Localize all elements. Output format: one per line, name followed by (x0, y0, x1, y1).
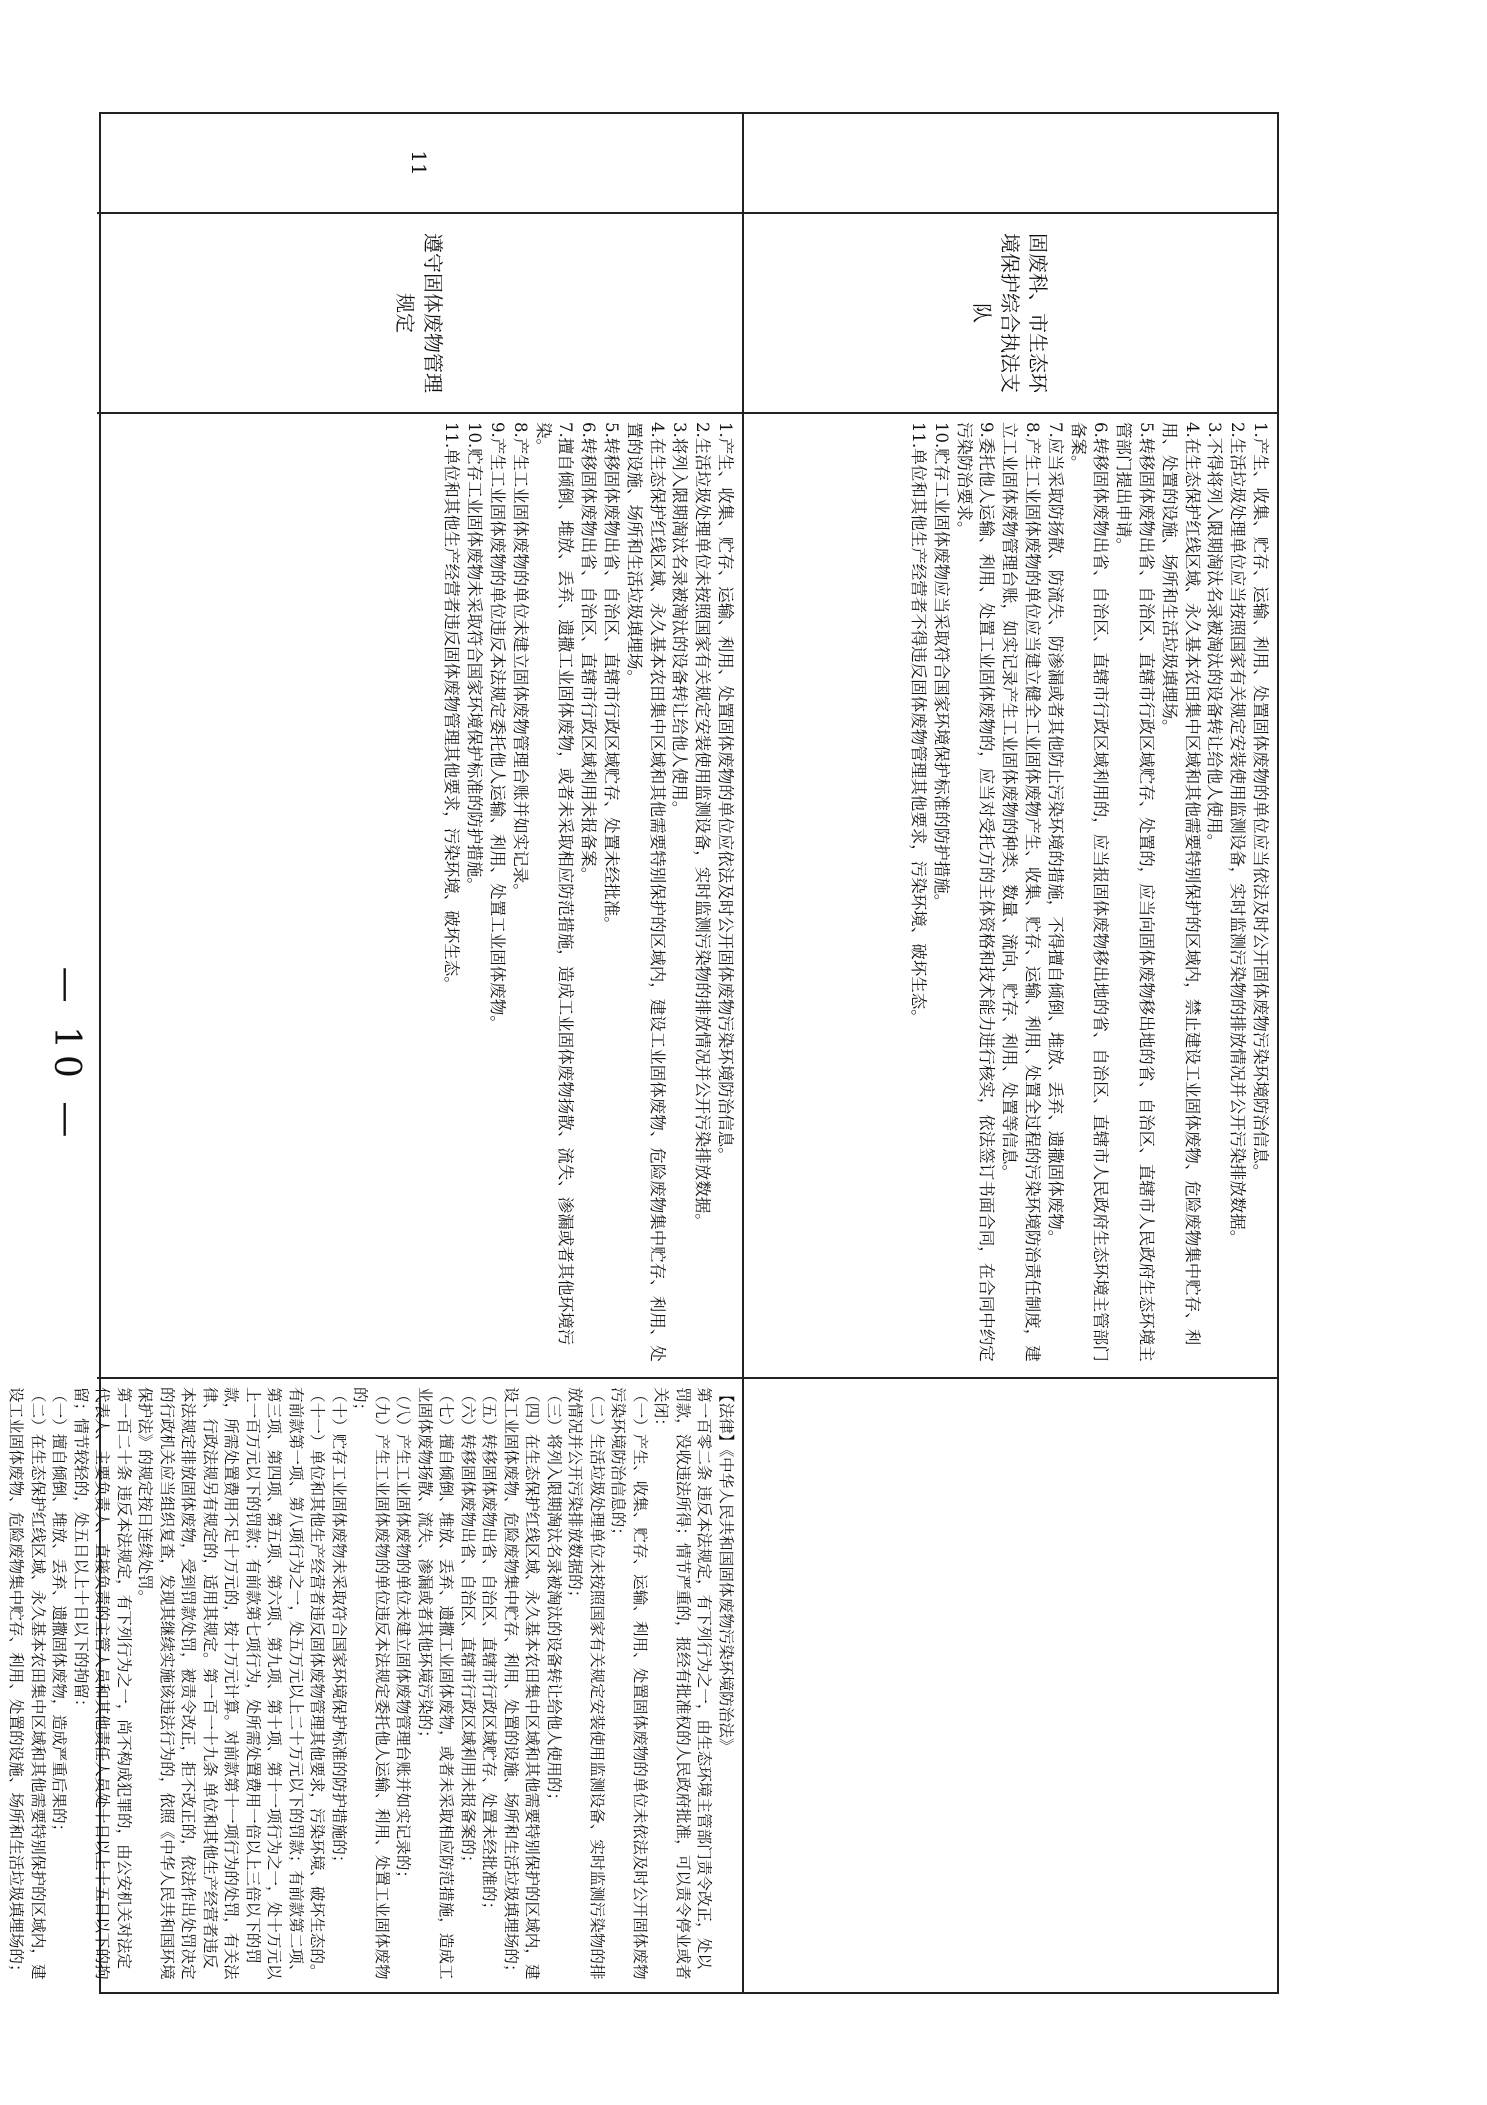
seq-cell (97, 114, 742, 214)
prev-obligations-text: 1.产生、收集、贮存、运输、利用、处置固体废物的单位应当依法及时公开固体废物污染环境防治信息。 2.生活垃圾处理单位应当按照国家有关规定安装使用监测设备，实时监测污染物的排放情况并公开污染排放数据。 3.不得将列入限期淘汰名录被淘汰的设备转让给他人使用。 4.在生态保护红线区域、永久基本农田集中区域和其他需要特别保护的区域内，禁止建设工业固体废物、危险废物集中贮存、利用、处置的设施、场所和生活垃圾填埋场。 5.转移固体废物出省、自治区、直辖市行政区域贮存、处置的，应当向固体废物移出地的省、自治区、直辖市人民政府生态环境主管部门提出申请。 6.转移固体废物出省、自治区、直辖市行政区域利用的，应当报固体废物移出地的省、自治区、直辖市人民政府生态环境主管部门备案。 7.应当采取防扬散、防流失、防渗漏或者其他防止污染环境的措施，不得擅自倾倒、堆放、丢弃、遗撒固体废物。 8.产生工业固体废物的单位应当建立健全工业固体废物产生、收集、贮存、运输、利用、处置全过程的污染环境防治责任制度，建立工业固体废物管理台账，如实记录产生工业固体废物的种类、数量、流向、贮存、利用、处置等信息。 9.委托他人运输、利用、处置工业固体废物的，应当对受托方的主体资格和技术能力进行核实，依法签订书面合同，在合同中约定污染防治要求。 10.贮存工业固体废物应当采取符合国家环境保护标准的防护措施。 11.单位和其他生产经营者不得违反固体废物管理其他要求，污染环境、破坏生态。 (909, 422, 1270, 1362)
department-text: 固废科、市生态环境保护综合执法支队 (970, 233, 1051, 393)
prev-department-cell (742, 214, 1277, 414)
legal-basis-text: 【法律】《中华人民共和国固体废物污染环境防治法》 第一百零二条 违反本法规定，有下列行为之一，由生态环境主管部门责令改正，处以罚款，没收违法所得；情节严重的，报经有批准权的人民政府批准，可以责令停业或者关闭： （一）产生、收集、贮存、运输、利用、处置固体废物的单位未依法及时公开固体废物污染环境防治信息的； （二）生活垃圾处理单位未按照国家有关规定安装使用监测设备、实时监测污染物的排放情况并公开污染排放数据的； （三）将列入限期淘汰名录被淘汰的设备转让给他人使用的； （四）在生态保护红线区域、永久基本农田集中区域和其他需要特别保护的区域内，建设工业固体废物、危险废物集中贮存、利用、处置的设施、场所和生活垃圾填埋场的； （五）转移固体废物出省、自治区、直辖市行政区域贮存、处置未经批准的； （六）转移固体废物出省、自治区、直辖市行政区域利用未报备案的； （七）擅自倾倒、堆放、丢弃、遗撒工业固体废物，或者未采取相应防范措施，造成工业固体废物扬散、流失、渗漏或者其他环境污染的； （八）产生工业固体废物的单位未建立固体废物管理台账并如实记录的； （九）产生工业固体废物的单位违反本法规定委托他人运输、利用、处置工业固体废物的； （十）贮存工业固体废物未采取符合国家环境保护标准的防护措施的； （十一）单位和其他生产经营者违反固体废物管理其他要求，污染环境、破坏生态的。 有前款第一项、第八项行为之一，处五万元以上二十万元以下的罚款；有前款第二项、第三项、第四项、第五项、第六项、第九项、第十项、第十一项行为之一，处十万元以上一百万元以下的罚款；有前款第七项行为，处所需处置费用一倍以上三倍以下的罚款，所需处置费用不足十万元的，按十万元计算。对前款第十一项行为的处罚，有关法律、行政法规另有规定的，适用其规定。第一百一十九条 单位和其他生产经营者违反本法规定排放固体废物，受到罚款处罚，被责令改正，拒不改正的，依法作出处罚决定的行政机关应当组织复查，发现其继续实施该违法行为的，依照《中华人民共和国环境保护法》的规定按日连续处罚。 第一百二十条 违反本法规定，有下列行为之一，尚不构成犯罪的，由公安机关对法定代表人、主要负责人、直接负责的主管人员和其他责任人员处十日以上十五日以下的拘留；情节较轻的，处五日以上十日以下的拘留： （一）擅自倾倒、堆放、丢弃、遗撒固体废物，造成严重后果的； （二）在生态保护红线区域、永久基本农田集中区域和其他需要特别保护的区域内，建设工业固体废物、危险废物集中贮存、利用、处置的设施、场所和生活垃圾填埋场的； (7, 1387, 735, 1980)
item-cell (97, 214, 742, 414)
prev-seq-cell (742, 114, 1277, 214)
prev-obligations-cell (742, 414, 1277, 1379)
item-title: 遵守固体废物管理规定 (393, 233, 446, 393)
legal-basis-cell (7, 1379, 742, 1992)
seq-number: 11 (407, 150, 432, 176)
prev-extra-cell (742, 1379, 1277, 1992)
regulation-table (7, 112, 1279, 1994)
obligations-cell (97, 414, 742, 1379)
obligations-text: 1.产生、收集、贮存、运输、利用、处置固体废物的单位应依法及时公开固体废物污染环境防治信息。 2.生活垃圾处理单位未按照国家有关规定安装使用监测设备，实时监测污染物的排放情况并公开污染排放数据。 3.将列入限期淘汰名录被淘汰的设备转让给他人使用。 4.在生态保护红线区域、永久基本农田集中区域和其他需要特别保护的区域内，建设工业固体废物、危险废物集中贮存、利用、处置的设施、场所和生活垃圾填埋场。 5.转移固体废物出省、自治区、直辖市行政区域贮存、处置未经批准。 6.转移固体废物出省、自治区、直辖市行政区域利用未报备案。 7.擅自倾倒、堆放、丢弃、遗撒工业固体废物，或者未采取相应防范措施，造成工业固体废物扬散、流失、渗漏或者其他环境污染。 8.产生工业固体废物的单位未建立固体废物管理台账并如实记录。 9.产生工业固体废物的单位违反本法规定委托他人运输、利用、处置工业固体废物。 10.贮存工业固体废物未采取符合国家环境保护标准的防护措施。 11.单位和其他生产经营者违反固体废物管理其他要求，污染环境、破坏生态。 (442, 422, 735, 1362)
page-number: — 10 — (46, 966, 87, 1144)
